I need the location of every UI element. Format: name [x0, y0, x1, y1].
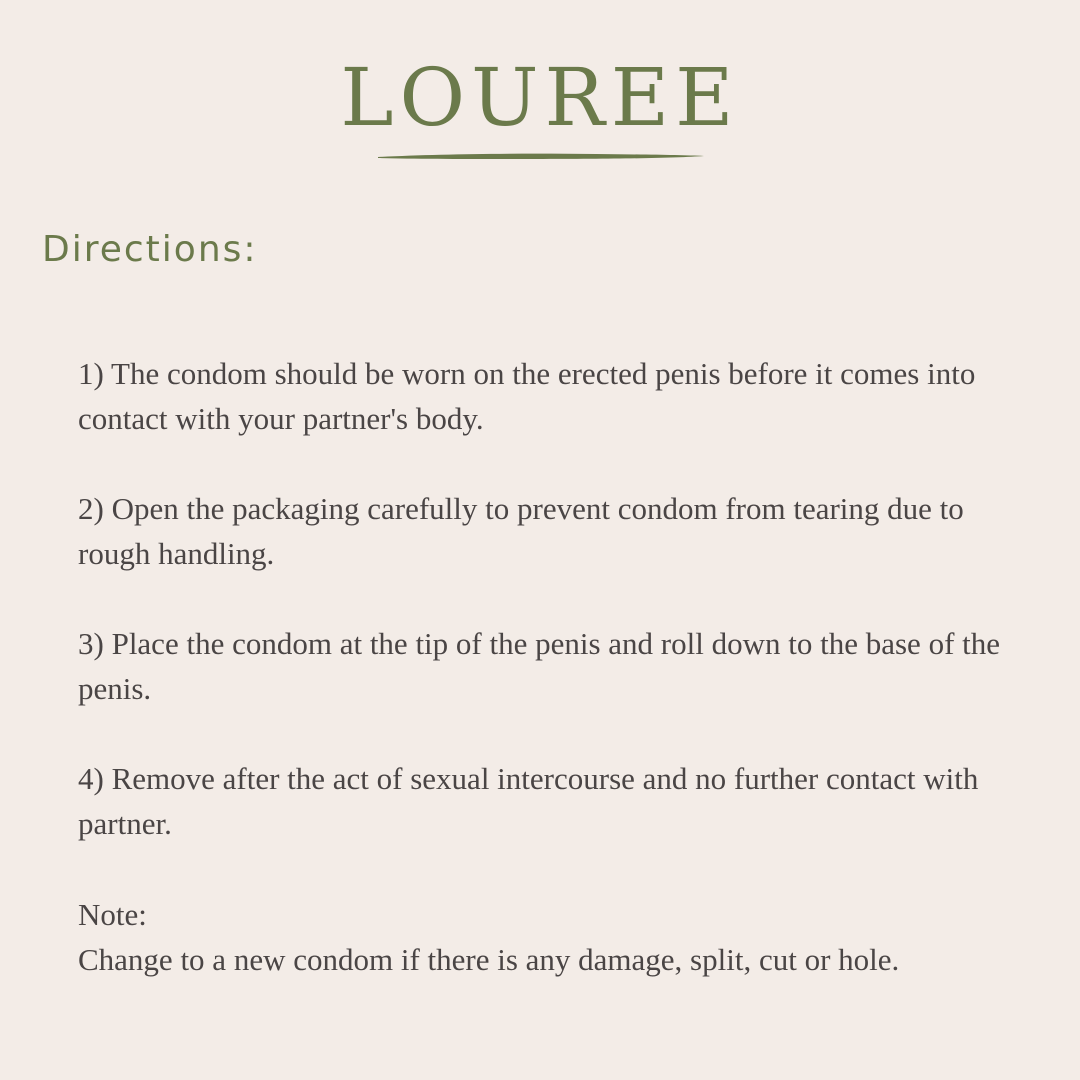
directions-heading: Directions:	[42, 229, 258, 270]
direction-step-1: 1) The condom should be worn on the erected penis before it comes into contact with your partner's body.	[78, 356, 976, 436]
direction-step-2: 2) Open the packaging carefully to prevent condom from tearing due to rough handling.	[78, 491, 964, 571]
logo-underline	[376, 151, 706, 163]
note-block	[78, 892, 1078, 982]
direction-step-4: 4) Remove after the act of sexual intercourse and no further contact with partner.	[78, 761, 979, 841]
direction-step-3: 3) Place the condom at the tip of the penis and roll down to the base of the penis.	[78, 626, 1001, 706]
note-label: Note:	[78, 897, 147, 932]
brand-logo: LOUREE	[340, 51, 740, 144]
directions-list	[78, 351, 1018, 891]
brush-stroke	[378, 154, 704, 159]
note-text: Change to a new condom if there is any damage, split, cut or hole.	[78, 942, 900, 977]
